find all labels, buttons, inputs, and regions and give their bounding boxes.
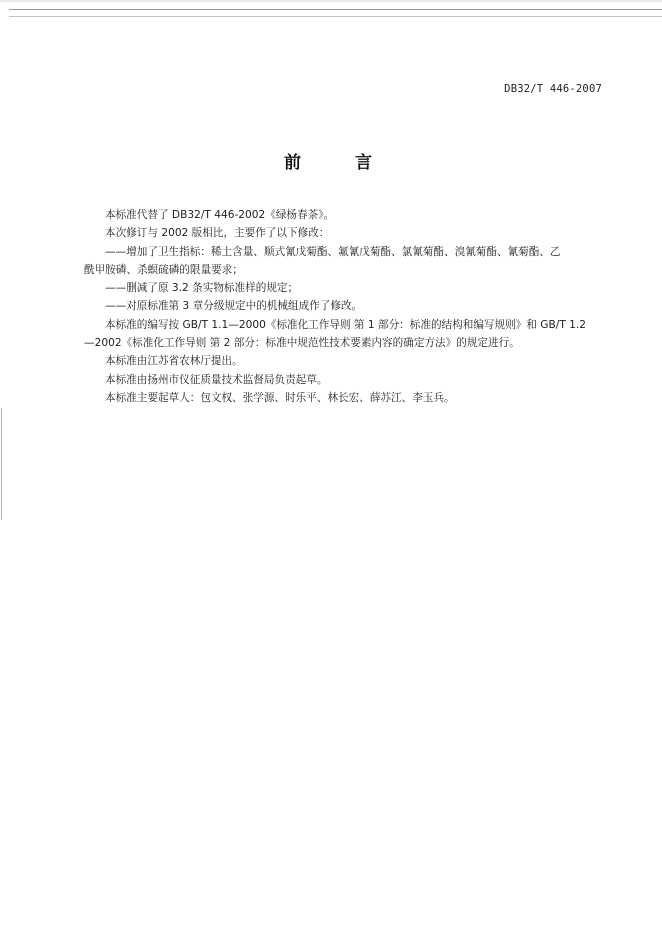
scan-edge xyxy=(0,0,662,2)
paragraph-drafting-rules-cont: —2002《标准化工作导则 第 2 部分：标准中规范性技术要素内容的确定方法》的规定进行。 xyxy=(84,337,520,350)
paragraph-drafting-rules: 本标准的编写按 GB/T 1.1—2000《标准化工作导则 第 1 部分：标准的结构和编写规则》和 GB/T 1.2 xyxy=(105,318,586,331)
list-item-removed-sample: ——删减了原 3.2 条实物标准样的规定； xyxy=(105,282,299,295)
header-rule-secondary xyxy=(9,16,662,17)
paragraph-main-drafters: 本标准主要起草人：包文权、张学源、时乐平、林长宏、薛苏江、李玉兵。 xyxy=(105,391,455,404)
list-item-hygiene-indicators: ——增加了卫生指标：稀土含量、顺式氰戊菊酯、氟氰戊菊酯、氯氰菊酯、溴氰菊酯、氰菊酯、乙 xyxy=(105,245,561,258)
paragraph-drafted-by: 本标准由扬州市仪征质量技术监督局负责起草。 xyxy=(105,373,328,386)
page-title: 前 言 xyxy=(284,153,396,173)
paragraph-revision-intro: 本次修订与 2002 版相比，主要作了以下修改： xyxy=(105,227,330,240)
paragraph-proposed-by: 本标准由江苏省农林厅提出。 xyxy=(105,355,243,368)
paragraph-replaces: 本标准代替了 DB32/T 446-2002《绿杨春茶》。 xyxy=(105,209,335,221)
scan-margin-mark xyxy=(1,408,2,520)
preface-body xyxy=(84,206,604,407)
document-code: DB32/T 446-2007 xyxy=(504,83,602,95)
header-rule xyxy=(9,9,662,10)
list-item-hygiene-indicators-cont: 酰甲胺磷、杀螟硫磷的限量要求； xyxy=(84,263,243,276)
list-item-mechanical-composition: ——对原标准第 3 章分级规定中的机械组成作了修改。 xyxy=(105,300,363,313)
